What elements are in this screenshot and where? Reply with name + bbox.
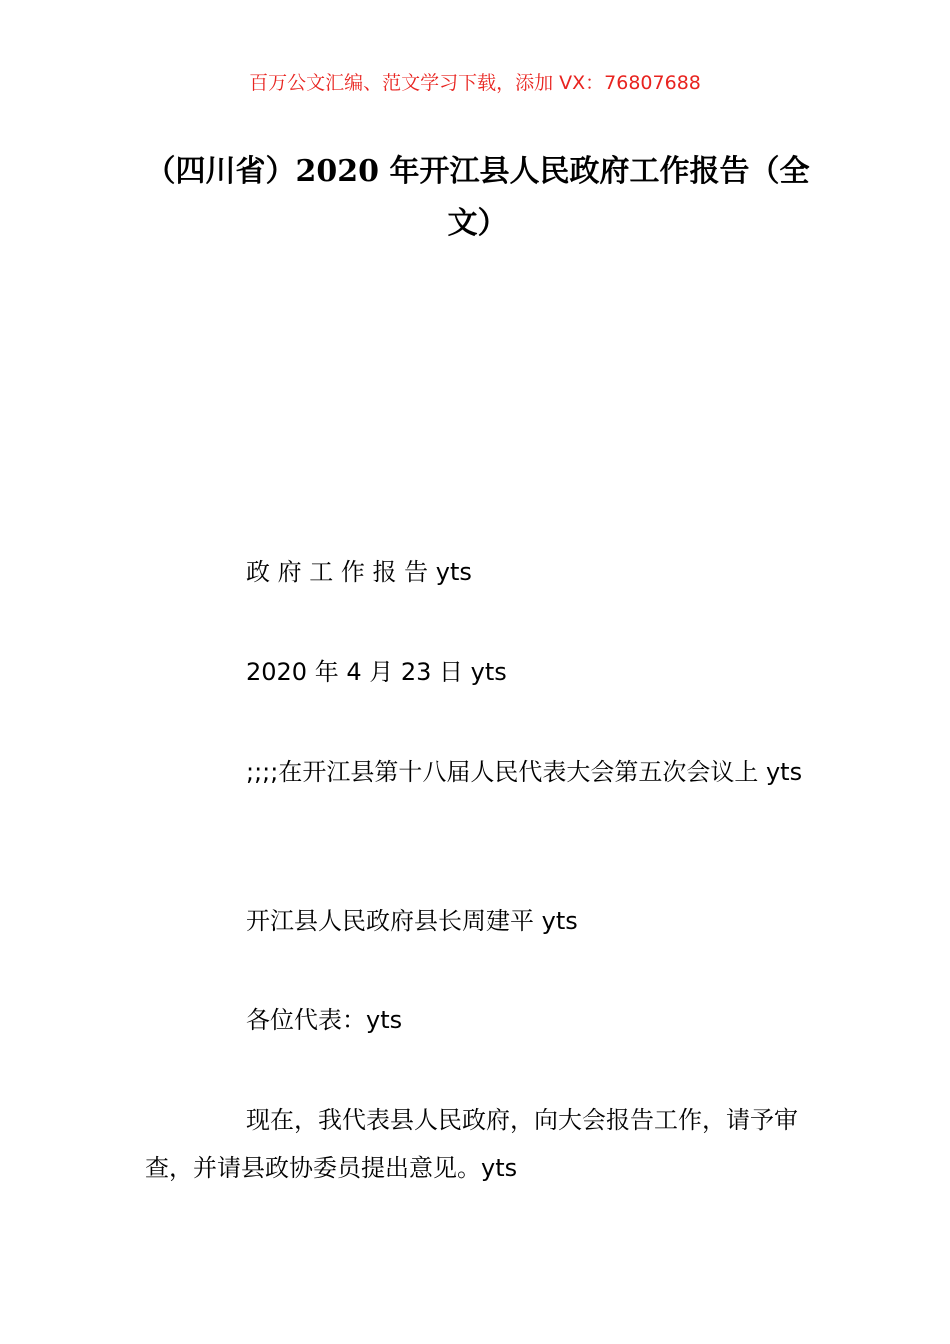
report-label: 政 府 工 作 报 告 yts [246,558,472,586]
header-note: 百万公文汇编、范文学习下载，添加 VX：76807688 [249,72,701,94]
meeting-line: ;;;;在开江县第十八届人民代表大会第五次会议上 yts [246,758,803,786]
document-title: （四川省）2020 年开江县人民政府工作报告（全文） [145,154,810,241]
salutation: 各位代表：yts [246,1006,403,1034]
report-date: 2020 年 4 月 23 日 yts [246,658,507,686]
opening-paragraph: 现在，我代表县人民政府，向大会报告工作，请予审查，并请县政协委员提出意见。yts [145,1106,798,1182]
speaker-line: 开江县人民政府县长周建平 yts [246,907,578,935]
